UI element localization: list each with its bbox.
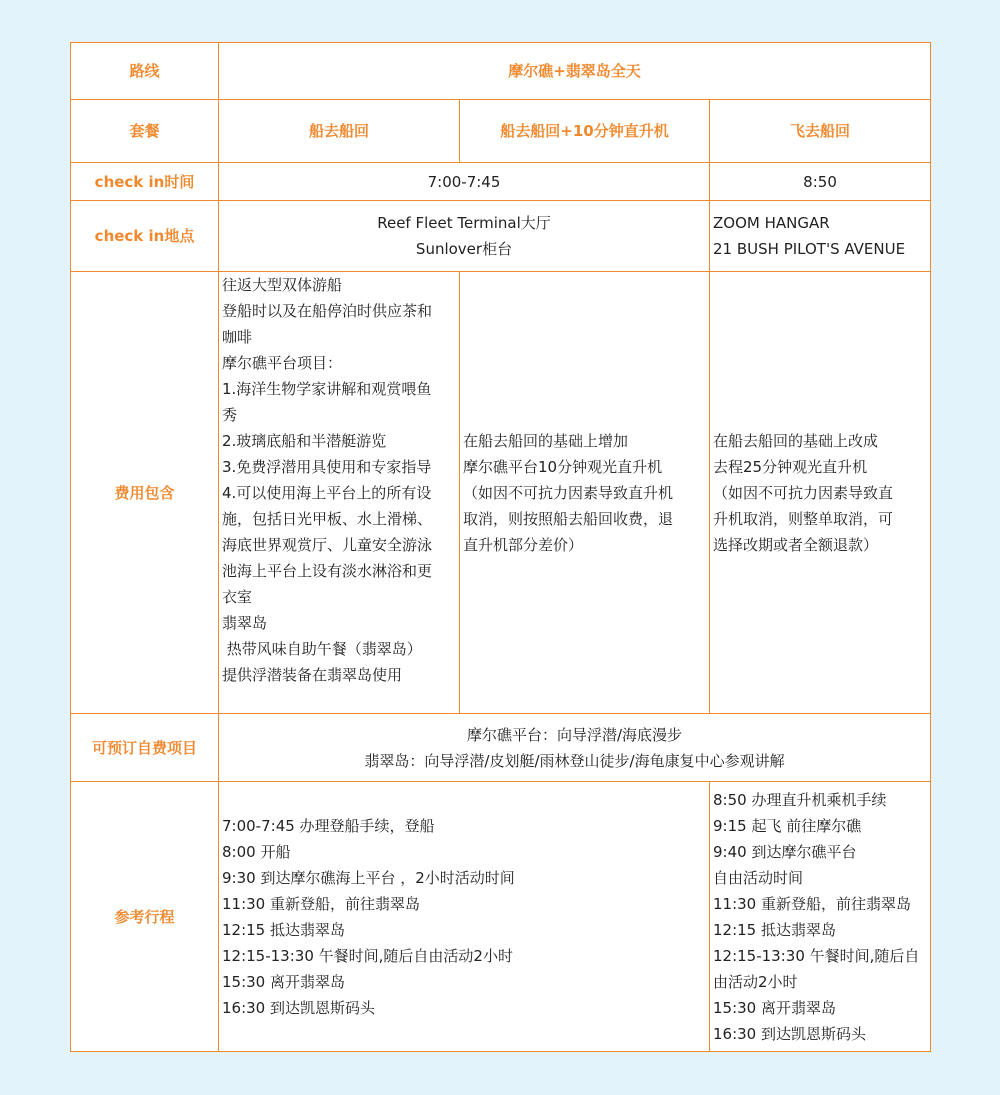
package-label: 套餐 <box>71 100 219 163</box>
itinerary-boat-line: 16:30 到达凯恩斯码头 <box>222 998 375 1017</box>
itinerary-boat-line: 8:00 开船 <box>222 842 291 861</box>
includes-label: 费用包含 <box>71 272 219 714</box>
checkin-place-label: check in地点 <box>71 201 219 272</box>
includes-fly-line: 在船去船回的基础上改成 <box>713 431 879 450</box>
checkin-place-boat <box>219 201 710 272</box>
includes-boat-line: 摩尔礁平台项目： <box>222 354 343 372</box>
includes-boat-line: 2.玻璃底船和半潜艇游览 <box>222 432 387 450</box>
itinerary-boat-line: 12:15-13:30 午餐时间,随后自由活动2小时 <box>222 946 513 965</box>
includes-boat-line: 秀 <box>222 406 238 424</box>
checkin-time-label: check in时间 <box>71 163 219 201</box>
includes-boat-line: 衣室 <box>222 588 253 606</box>
includes-boat-line: 咖啡 <box>222 328 253 346</box>
itinerary-fly-line: 12:15 抵达翡翠岛 <box>713 920 836 939</box>
itinerary-label: 参考行程 <box>71 782 219 1052</box>
itinerary-boat-line: 11:30 重新登船，前往翡翠岛 <box>222 894 420 913</box>
includes-heli-line: 取消，则按照船去船回收费，退 <box>463 509 674 528</box>
includes-fly <box>710 272 931 714</box>
itinerary-fly-line: 11:30 重新登船，前往翡翠岛 <box>713 894 911 913</box>
includes-fly-line: 升机取消，则整单取消，可 <box>713 509 894 528</box>
tour-table <box>70 42 931 1052</box>
includes-fly-line: 去程25分钟观光直升机 <box>713 457 868 476</box>
itinerary-row <box>71 782 931 1052</box>
itinerary-fly-line: 自由活动时间 <box>713 868 804 887</box>
includes-boat-line: 热带风味自助午餐（翡翠岛） <box>222 640 422 658</box>
route-title: 摩尔礁+翡翠岛全天 <box>219 43 931 100</box>
checkin-place-boat-line: Sunlover柜台 <box>415 240 513 258</box>
includes-fly-line: （如因不可抗力因素导致直 <box>713 483 894 502</box>
optional-line: 摩尔礁平台：向导浮潜/海底漫步 <box>466 725 683 744</box>
includes-heli-line: （如因不可抗力因素导致直升机 <box>463 483 674 502</box>
includes-boat-line: 登船时以及在船停泊时供应茶和 <box>222 302 433 320</box>
itinerary-fly-line: 8:50 办理直升机乘机手续 <box>713 790 887 809</box>
package-boat-heli: 船去船回+10分钟直升机 <box>460 100 710 163</box>
checkin-time-fly: 8:50 <box>710 163 931 201</box>
package-fly: 飞去船回 <box>710 100 931 163</box>
checkin-place-fly-line: ZOOM HANGAR <box>713 214 830 232</box>
checkin-place-fly <box>710 201 931 272</box>
checkin-place-fly-line: 21 BUSH PILOT'S AVENUE <box>713 240 906 258</box>
itinerary-fly-line: 由活动2小时 <box>713 972 798 991</box>
package-boat: 船去船回 <box>219 100 460 163</box>
optional-line: 翡翠岛：向导浮潜/皮划艇/雨林登山徒步/海龟康复中心参观讲解 <box>364 751 785 770</box>
itinerary-fly-line: 9:40 到达摩尔礁平台 <box>713 842 857 861</box>
itinerary-fly <box>710 782 931 1052</box>
includes-boat-line: 4.可以使用海上平台上的所有设 <box>222 484 432 502</box>
route-row <box>71 43 931 100</box>
includes-heli-line: 在船去船回的基础上增加 <box>463 431 629 450</box>
itinerary-boat-line: 9:30 到达摩尔礁海上平台 ，2小时活动时间 <box>222 868 515 887</box>
includes-heli-line: 摩尔礁平台10分钟观光直升机 <box>463 457 663 476</box>
itinerary-fly-line: 9:15 起飞 前往摩尔礁 <box>713 816 862 835</box>
itinerary-boat-line: 7:00-7:45 办理登船手续，登船 <box>222 816 435 835</box>
itinerary-fly-line: 12:15-13:30 午餐时间,随后自 <box>713 946 920 965</box>
itinerary-boat <box>219 782 710 1052</box>
checkin-time-row <box>71 163 931 201</box>
includes-fly-line: 选择改期或者全额退款） <box>713 535 879 554</box>
itinerary-boat-line: 15:30 离开翡翠岛 <box>222 972 345 991</box>
optional-label: 可预订自费项目 <box>71 714 219 782</box>
includes-heli-line: 直升机部分差价） <box>463 535 584 554</box>
includes-boat-line: 1.海洋生物学家讲解和观赏喂鱼 <box>222 380 432 398</box>
itinerary-fly-line: 15:30 离开翡翠岛 <box>713 998 836 1017</box>
includes-row <box>71 272 931 714</box>
includes-boat-line: 翡翠岛 <box>222 614 268 632</box>
includes-boat-heli <box>460 272 710 714</box>
itinerary-fly-line: 16:30 到达凯恩斯码头 <box>713 1024 866 1043</box>
includes-boat-line: 往返大型双体游船 <box>222 276 343 294</box>
package-row <box>71 100 931 163</box>
includes-boat-line: 3.免费浮潜用具使用和专家指导 <box>222 458 432 476</box>
route-label: 路线 <box>71 43 219 100</box>
includes-boat-line: 施，包括日光甲板、水上滑梯、 <box>222 510 433 528</box>
optional-items <box>219 714 931 782</box>
includes-boat-line: 池海上平台上设有淡水淋浴和更 <box>222 562 433 580</box>
checkin-place-row <box>71 201 931 272</box>
includes-boat-line: 提供浮潜装备在翡翠岛使用 <box>222 666 403 684</box>
checkin-place-boat-line: Reef Fleet Terminal大厅 <box>377 214 551 232</box>
includes-boat <box>219 272 460 714</box>
checkin-time-boat: 7:00-7:45 <box>219 163 710 201</box>
itinerary-boat-line: 12:15 抵达翡翠岛 <box>222 920 345 939</box>
includes-boat-line: 海底世界观赏厅、儿童安全游泳 <box>222 536 433 554</box>
optional-row <box>71 714 931 782</box>
